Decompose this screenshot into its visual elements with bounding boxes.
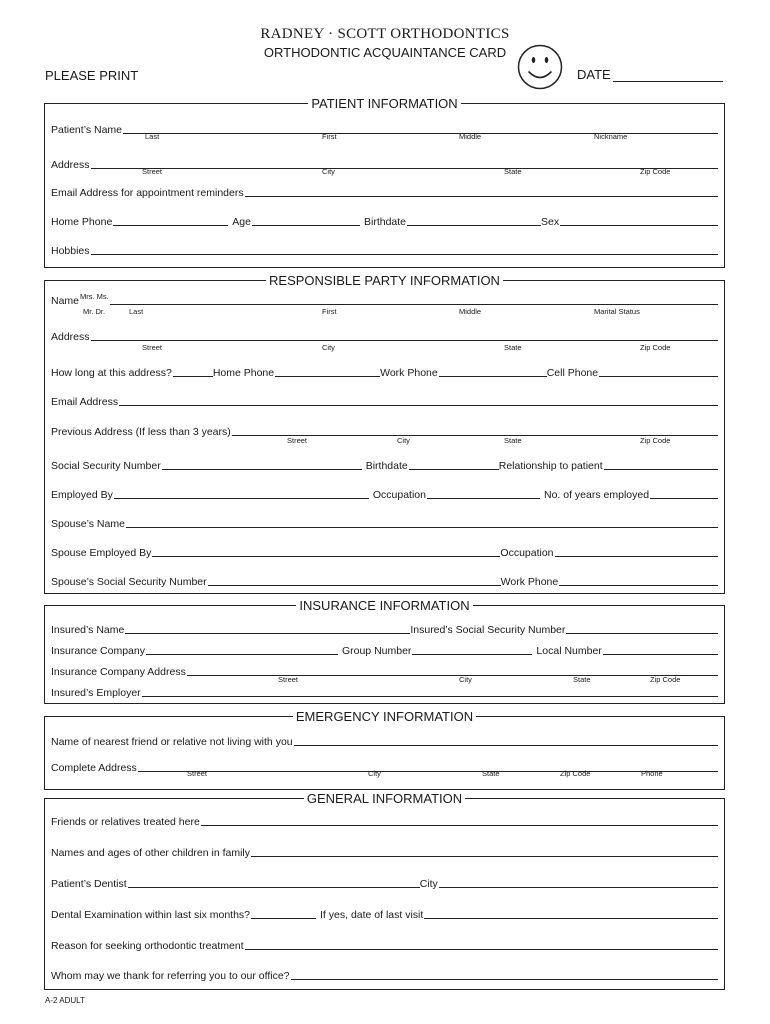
- dentist-row: Patient’s Dentist City: [51, 874, 718, 890]
- friends-treated-field[interactable]: Friends or relatives treated here: [51, 812, 718, 828]
- responsible-email-field[interactable]: Email Address: [51, 392, 718, 408]
- birthdate-input[interactable]: [407, 225, 541, 226]
- spouse-ssn-row: Spouse’s Social Security Number Work Phone: [51, 572, 718, 588]
- insured-name-input[interactable]: [125, 633, 410, 634]
- field-hint: State: [573, 675, 591, 684]
- field-hint: Last: [129, 307, 144, 316]
- field-hint: Street: [142, 343, 163, 352]
- spouse-ssn-input[interactable]: [208, 585, 501, 586]
- emergency-address-field[interactable]: Complete Address: [51, 758, 718, 774]
- insurance-information-section: [44, 598, 725, 704]
- field-hint: Last: [145, 132, 160, 141]
- spouse-employment-row: Spouse Employed By Occupation: [51, 543, 718, 559]
- other-children-field[interactable]: Names and ages of other children in family: [51, 843, 718, 859]
- field-hint: State: [504, 167, 522, 176]
- responsible-party-section: [44, 273, 725, 594]
- how-long-input[interactable]: [173, 376, 213, 377]
- spouse-employed-input[interactable]: [152, 556, 500, 557]
- field-hint: Zip Code: [560, 769, 591, 778]
- field-hint: Zip Code: [650, 675, 681, 684]
- section-title: PATIENT INFORMATION: [308, 96, 460, 111]
- dentist-city-input[interactable]: [439, 887, 718, 888]
- section-title: RESPONSIBLE PARTY INFORMATION: [266, 273, 503, 288]
- group-number-input[interactable]: [412, 654, 532, 655]
- home-phone-input[interactable]: [275, 376, 380, 377]
- field-hint: Street: [187, 769, 208, 778]
- referral-field[interactable]: Whom may we thank for referring you to our office?: [51, 966, 718, 982]
- dental-exam-row: Dental Examination within last six months? If yes, date of last visit: [51, 905, 718, 921]
- patient-hobbies-field[interactable]: Hobbies: [51, 241, 718, 257]
- ssn-input[interactable]: [162, 469, 362, 470]
- general-information-section: [44, 791, 725, 990]
- field-hint: City: [368, 769, 381, 778]
- dentist-input[interactable]: [128, 887, 420, 888]
- field-hint: Phone: [641, 769, 663, 778]
- field-hint: State: [504, 343, 522, 352]
- field-hint: State: [504, 436, 522, 445]
- patient-email-field[interactable]: Email Address for appointment reminders: [51, 183, 718, 199]
- reason-field[interactable]: Reason for seeking orthodontic treatment: [51, 936, 718, 952]
- home-phone-input[interactable]: [113, 225, 228, 226]
- please-print-note: PLEASE PRINT: [45, 68, 139, 83]
- field-hint: Street: [287, 436, 308, 445]
- patient-information-section: [44, 96, 725, 268]
- section-title: EMERGENCY INFORMATION: [293, 709, 476, 724]
- field-hint: Middle: [459, 132, 482, 141]
- work-phone-input[interactable]: [439, 376, 547, 377]
- responsible-address-field[interactable]: Address: [51, 327, 718, 343]
- section-title: GENERAL INFORMATION: [304, 791, 465, 806]
- insurance-company-row: Insurance Company Group Number Local Number: [51, 641, 718, 657]
- title-options: Mr. Dr.: [83, 307, 106, 316]
- patient-address-field[interactable]: Address: [51, 155, 718, 171]
- years-employed-input[interactable]: [650, 498, 718, 499]
- insured-ssn-input[interactable]: [566, 633, 718, 634]
- spouse-occupation-input[interactable]: [555, 556, 718, 557]
- age-input[interactable]: [252, 225, 360, 226]
- field-hint: Zip Code: [640, 343, 671, 352]
- sex-input[interactable]: [560, 225, 718, 226]
- date-line[interactable]: [613, 67, 723, 82]
- cell-phone-input[interactable]: [599, 376, 718, 377]
- field-hint: City: [397, 436, 410, 445]
- patient-phone-age-row: Home Phone Age Birthdate Sex: [51, 212, 718, 228]
- relationship-input[interactable]: [604, 469, 718, 470]
- ssn-birthdate-row: Social Security Number Birthdate Relationship to patient: [51, 456, 718, 472]
- practice-name: RADNEY · SCOTT ORTHODONTICS: [260, 26, 510, 42]
- insured-name-row: Insured’s Name Insured’s Social Security Number: [51, 620, 718, 636]
- field-hint: Middle: [459, 307, 482, 316]
- field-hint: Marital Status: [594, 307, 640, 316]
- field-hint: Street: [278, 675, 299, 684]
- field-hint: State: [482, 769, 500, 778]
- card-title: ORTHODONTIC ACQUAINTANCE CARD: [263, 45, 507, 60]
- insurance-company-input[interactable]: [146, 654, 338, 655]
- employed-by-input[interactable]: [114, 498, 369, 499]
- birthdate-input[interactable]: [409, 469, 499, 470]
- employment-row: Employed By Occupation No. of years employed: [51, 485, 718, 501]
- emergency-information-section: [44, 709, 725, 790]
- field-hint: Nickname: [594, 132, 628, 141]
- previous-address-field[interactable]: Previous Address (If less than 3 years): [51, 422, 718, 438]
- nearest-friend-field[interactable]: Name of nearest friend or relative not living with you: [51, 732, 718, 748]
- occupation-input[interactable]: [427, 498, 540, 499]
- field-hint: First: [322, 132, 337, 141]
- patient-name-field[interactable]: Patient’s Name: [51, 120, 718, 136]
- last-visit-input[interactable]: [424, 918, 718, 919]
- form-code: A-2 ADULT: [45, 996, 85, 1005]
- dental-exam-input[interactable]: [251, 918, 316, 919]
- field-hint: Zip Code: [640, 436, 671, 445]
- local-number-input[interactable]: [603, 654, 718, 655]
- field-hint: Zip Code: [640, 167, 671, 176]
- spouse-name-field[interactable]: Spouse’s Name: [51, 514, 718, 530]
- insurance-address-field[interactable]: Insurance Company Address: [51, 662, 718, 678]
- field-hint: First: [322, 307, 337, 316]
- responsible-phones-row: How long at this address? Home Phone Work Phone Cell Phone: [51, 363, 718, 379]
- section-title: INSURANCE INFORMATION: [296, 598, 472, 613]
- responsible-name-field[interactable]: Name Mrs. Ms.: [51, 291, 718, 307]
- date-label: DATE: [577, 67, 611, 82]
- field-hint: City: [322, 343, 335, 352]
- smiley-face-icon: [517, 44, 563, 90]
- field-hint: City: [459, 675, 472, 684]
- field-hint: City: [322, 167, 335, 176]
- field-hint: Street: [142, 167, 163, 176]
- spouse-work-phone-input[interactable]: [559, 585, 718, 586]
- insured-employer-field[interactable]: Insured’s Employer: [51, 683, 718, 699]
- date-field[interactable]: [577, 67, 723, 82]
